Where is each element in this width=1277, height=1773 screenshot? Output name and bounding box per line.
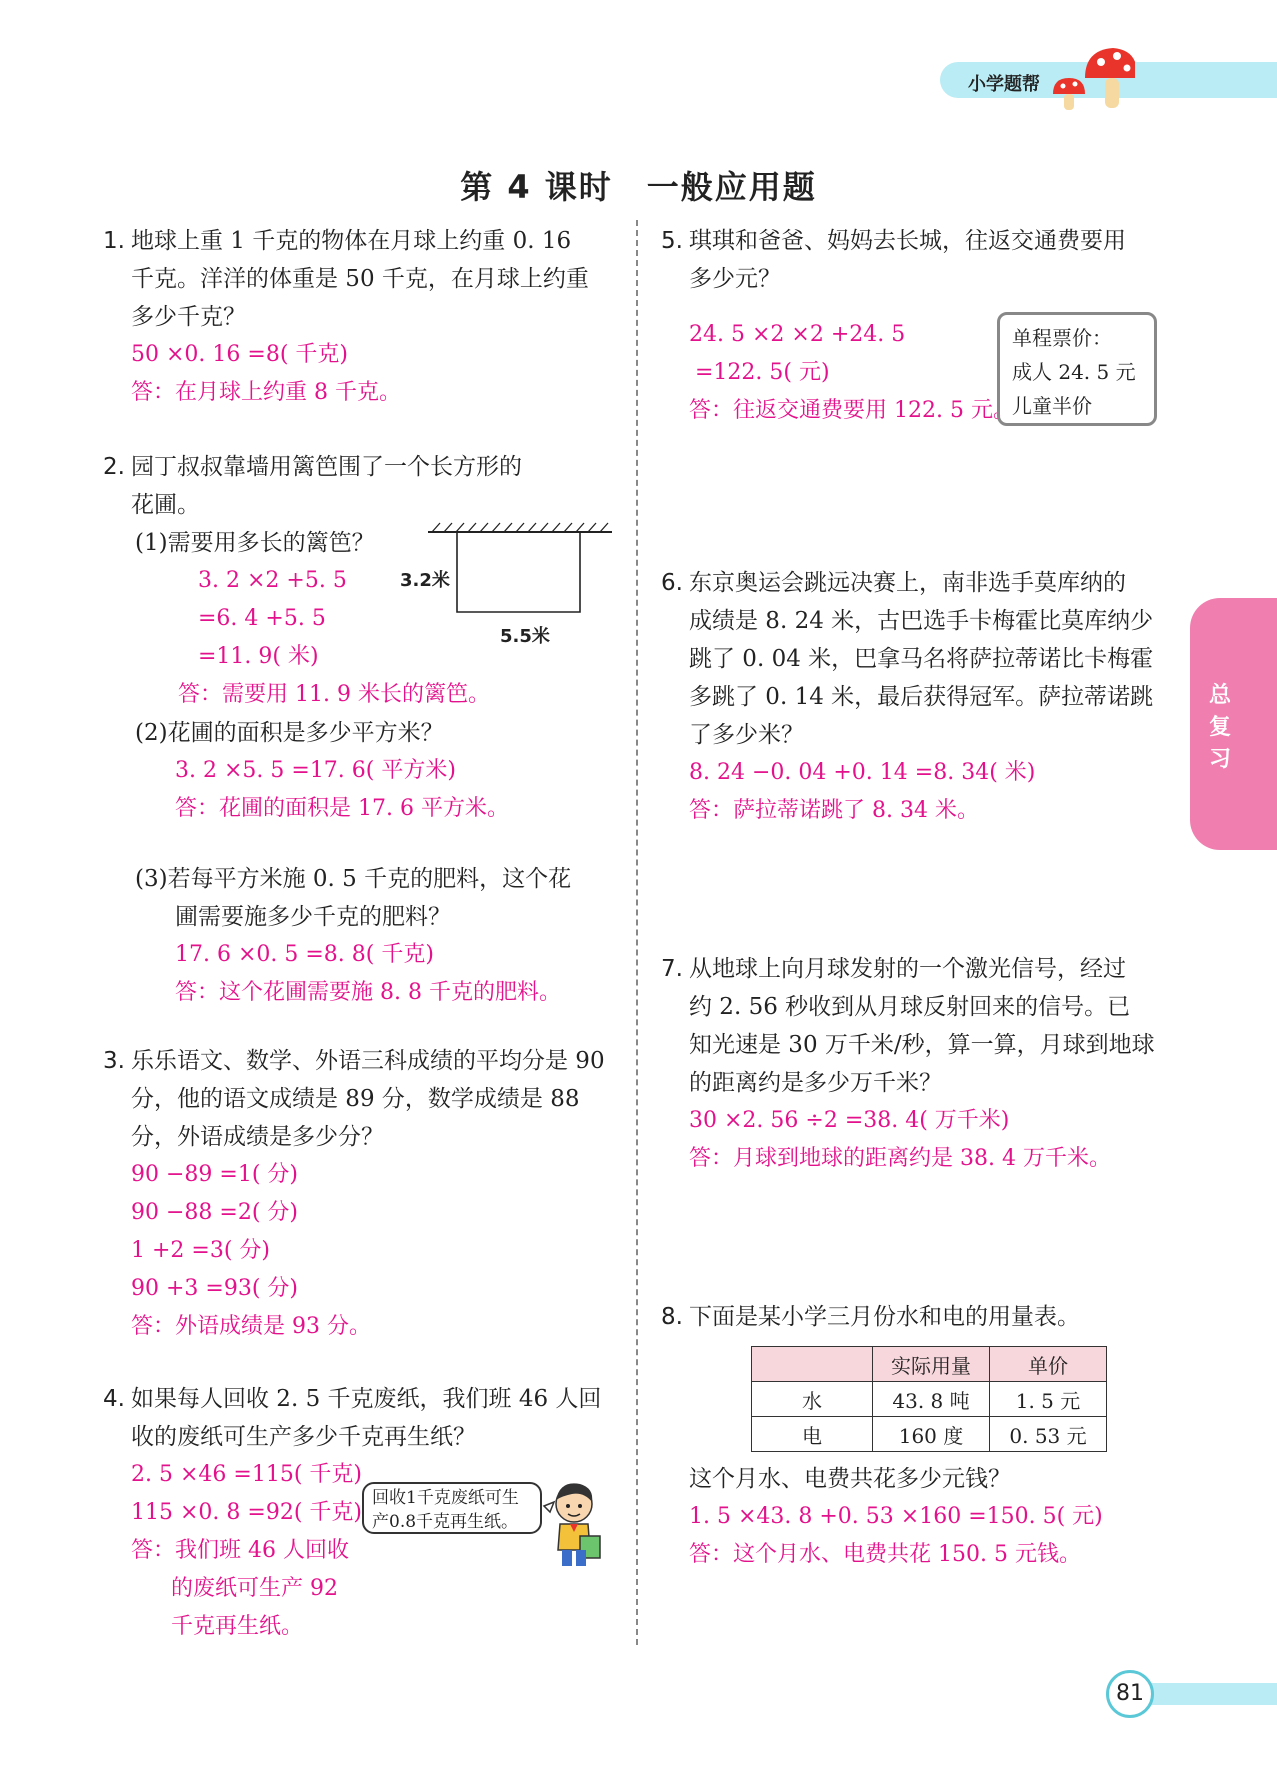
question-text: 这个月水、电费共花多少元钱？: [689, 1466, 1011, 1492]
answer-line: 8. 24 −0. 04 +0. 14 =8. 34( 米): [689, 760, 1036, 785]
question-text: 花圃。: [131, 492, 200, 518]
sub-question-3: (3)若每平方米施 0. 5 千克的肥料，这个花: [135, 866, 572, 892]
answer-line: =122. 5( 元): [695, 360, 830, 385]
table-header: 实际用量: [873, 1347, 990, 1382]
question-number: 3.: [103, 1048, 125, 1074]
answer-line: 90 −88 =2( 分): [131, 1200, 298, 1225]
question-text: 约 2. 56 秒收到从月球反射回来的信号。已: [689, 994, 1131, 1020]
question-text: 分，他的语文成绩是 89 分，数学成绩是 88: [131, 1086, 580, 1112]
table-cell: 水: [752, 1382, 873, 1417]
question-text: 乐乐语文、数学、外语三科成绩的平均分是 90: [131, 1048, 605, 1074]
question-text: 琪琪和爸爸、妈妈去长城，往返交通费要用: [689, 228, 1126, 254]
question-number: 5.: [661, 228, 683, 254]
answer-line: 50 ×0. 16 =8( 千克): [131, 342, 348, 367]
answer-line: 90 +3 =93( 分): [131, 1276, 298, 1301]
sub-question-3-cont: 圃需要施多少千克的肥料？: [175, 904, 451, 930]
answer-line: 答：需要用 11. 9 米长的篱笆。: [178, 682, 490, 707]
answer-line: 答：在月球上约重 8 千克。: [131, 380, 401, 405]
answer-line: 答：花圃的面积是 17. 6 平方米。: [175, 796, 509, 821]
answer-line: 115 ×0. 8 =92( 千克): [131, 1500, 362, 1525]
answer-line: 3. 2 ×2 +5. 5: [198, 568, 347, 593]
bubble-text: 产0.8千克再生纸。: [372, 1512, 519, 1532]
sub-question-2: (2)花圃的面积是多少平方米？: [135, 720, 444, 746]
answer-line: 90 −89 =1( 分): [131, 1162, 298, 1187]
table-cell: 电: [752, 1417, 873, 1452]
speech-bubble: [362, 1482, 542, 1534]
mushroom-icon: [1045, 42, 1135, 114]
question-text: 下面是某小学三月份水和电的用量表。: [689, 1304, 1080, 1330]
header-label: 小学题帮: [968, 74, 1040, 95]
column-divider: [636, 220, 638, 1645]
answer-line: 17. 6 ×0. 5 =8. 8( 千克): [175, 942, 434, 967]
page-number: 81: [1106, 1670, 1154, 1718]
diagram-bottom-label: 5.5米: [500, 626, 550, 647]
answer-line: 答：往返交通费要用 122. 5 元。: [689, 398, 1015, 423]
question-text: 了多少米？: [689, 722, 804, 748]
table-row: [752, 1417, 1107, 1452]
question-number: 4.: [103, 1386, 125, 1412]
question-text: 从地球上向月球发射的一个激光信号，经过: [689, 956, 1126, 982]
question-text: 成绩是 8. 24 米，古巴选手卡梅霍比莫库纳少: [689, 608, 1154, 634]
ticket-price-note: [997, 312, 1157, 426]
page-title: 第 4 课时 一般应用题: [460, 168, 817, 206]
question-text: 多跳了 0. 14 米，最后获得冠军。萨拉蒂诺跳: [689, 684, 1154, 710]
question-text: 多少千克？: [131, 304, 246, 330]
question-text: 的距离约是多少万千米？: [689, 1070, 942, 1096]
question-8: [661, 1298, 1181, 1574]
question-text: 千克。洋洋的体重是 50 千克，在月球上约重: [131, 266, 589, 292]
answer-line: 的废纸可生产 92: [171, 1576, 338, 1601]
side-tab-label: 总 复 习: [1208, 683, 1231, 772]
question-number: 6.: [661, 570, 683, 596]
sub-question-1: (1)需要用多长的篱笆？: [135, 530, 375, 556]
question-text: 地球上重 1 千克的物体在月球上约重 0. 16: [131, 228, 572, 254]
answer-line: 千克再生纸。: [171, 1614, 304, 1639]
answer-line: 1. 5 ×43. 8 +0. 53 ×160 =150. 5( 元): [689, 1504, 1103, 1529]
answer-line: 3. 2 ×5. 5 =17. 6( 平方米): [175, 758, 456, 783]
question-text: 园丁叔叔靠墙用篱笆围了一个长方形的: [131, 454, 522, 480]
answer-line: 2. 5 ×46 =115( 千克): [131, 1462, 362, 1487]
table-cell: 1. 5 元: [990, 1382, 1107, 1417]
answer-line: =6. 4 +5. 5: [198, 606, 326, 631]
answer-line: 答：这个月水、电费共花 150. 5 元钱。: [689, 1542, 1081, 1567]
answer-line: 答：月球到地球的距离约是 38. 4 万千米。: [689, 1146, 1111, 1171]
answer-line: 答：我们班 46 人回收: [131, 1538, 349, 1563]
table-row: [752, 1382, 1107, 1417]
answer-line: 24. 5 ×2 ×2 +24. 5: [689, 322, 906, 347]
question-text: 多少元？: [689, 266, 781, 292]
question-text: 知光速是 30 万千米/秒，算一算，月球到地球: [689, 1032, 1155, 1058]
question-6: [661, 564, 1181, 830]
usage-table: [751, 1346, 1107, 1452]
table-cell: 43. 8 吨: [873, 1382, 990, 1417]
table-cell: 0. 53 元: [990, 1417, 1107, 1452]
table-header-row: [752, 1347, 1107, 1382]
question-3: [103, 1042, 623, 1346]
question-text: 如果每人回收 2. 5 千克废纸，我们班 46 人回: [131, 1386, 602, 1412]
diagram-side-label: 3.2米: [400, 570, 450, 591]
question-number: 7.: [661, 956, 683, 982]
answer-line: 答：萨拉蒂诺跳了 8. 34 米。: [689, 798, 979, 823]
table-cell: 160 度: [873, 1417, 990, 1452]
table-header: [752, 1347, 873, 1382]
answer-line: 答：外语成绩是 93 分。: [131, 1314, 371, 1339]
bubble-text: 回收1千克废纸可生: [372, 1488, 519, 1508]
answer-line: 1 +2 =3( 分): [131, 1238, 271, 1263]
question-7: [661, 950, 1181, 1178]
question-number: 8.: [661, 1304, 683, 1330]
question-text: 跳了 0. 04 米，巴拿马名将萨拉蒂诺比卡梅霍: [689, 646, 1154, 672]
note-line: 儿童半价: [1012, 394, 1092, 418]
question-text: 东京奥运会跳远决赛上，南非选手莫库纳的: [689, 570, 1126, 596]
boy-cartoon-icon: [540, 1478, 615, 1570]
question-text: 分，外语成绩是多少分？: [131, 1124, 384, 1150]
answer-line: 30 ×2. 56 ÷2 =38. 4( 万千米): [689, 1108, 1010, 1133]
question-1: [103, 222, 623, 412]
question-text: 收的废纸可生产多少千克再生纸？: [131, 1424, 476, 1450]
answer-line: =11. 9( 米): [198, 644, 319, 669]
question-number: 1.: [103, 228, 125, 254]
answer-line: 答：这个花圃需要施 8. 8 千克的肥料。: [175, 980, 561, 1005]
note-line: 单程票价：: [1012, 326, 1112, 350]
table-header: 单价: [990, 1347, 1107, 1382]
note-line: 成人 24. 5 元: [1012, 360, 1136, 384]
question-number: 2.: [103, 454, 125, 480]
